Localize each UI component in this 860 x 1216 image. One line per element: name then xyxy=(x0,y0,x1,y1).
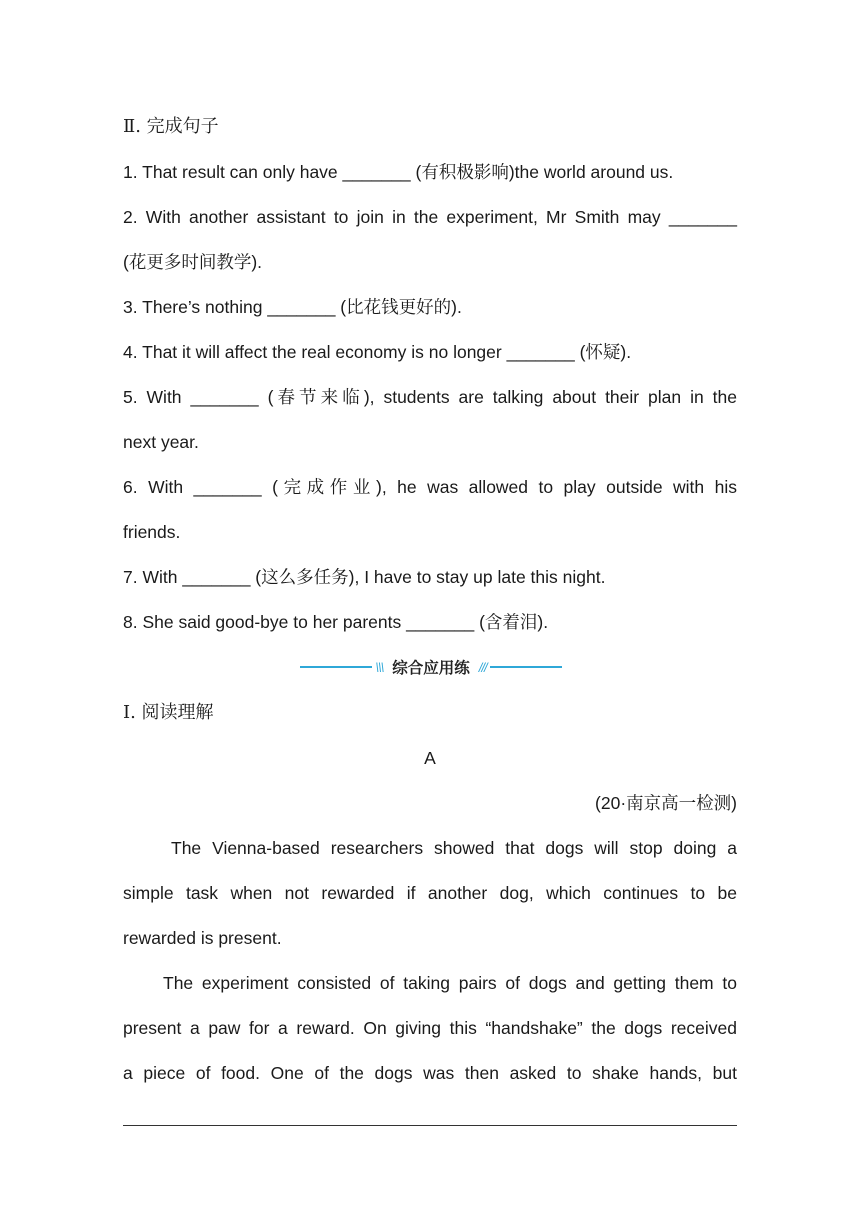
passage-paragraph-1-line-2: simple task when not rewarded if another dog, which continues to be xyxy=(123,883,737,903)
passage-paragraph-2-line-3: a piece of food. One of the dogs was then asked to shake hands, but xyxy=(123,1063,737,1083)
sentence-6-continued: friends. xyxy=(123,522,181,542)
passage-source: (20·南京高一检测) xyxy=(595,793,737,813)
sentence-2-continued: (花更多时间教学). xyxy=(123,252,263,272)
section-banner xyxy=(300,654,562,680)
banner-title: 综合应用练 xyxy=(392,659,470,677)
sentence-6: 6. With _______ (完成作业), he was allowed to play outside with his xyxy=(123,477,737,497)
passage-paragraph-1-line-1: The Vienna-based researchers showed that dogs will stop doing a xyxy=(171,838,737,858)
passage-paragraph-1-line-3: rewarded is present. xyxy=(123,928,282,948)
sentence-3: 3. There’s nothing _______ (比花钱更好的). xyxy=(123,297,462,317)
sentence-2: 2. With another assistant to join in the experiment, Mr Smith may _______ xyxy=(123,207,737,227)
sentence-4: 4. That it will affect the real economy is no longer _______ (怀疑). xyxy=(123,342,632,362)
passage-paragraph-2-line-2: present a paw for a reward. On giving this “handshake” the dogs received xyxy=(123,1018,737,1038)
sentence-1: 1. That result can only have _______ (有积极影响)the world around us. xyxy=(123,162,674,182)
banner-left-slashes: \\\ xyxy=(375,659,384,675)
passage-paragraph-2-line-1: The experiment consisted of taking pairs of dogs and getting them to xyxy=(163,973,737,993)
sentence-8: 8. She said good-bye to her parents _______ (含着泪). xyxy=(123,612,549,632)
banner-right-rule xyxy=(490,666,562,668)
section-heading-complete-sentences: Ⅱ. 完成句子 xyxy=(123,116,219,137)
sentence-7: 7. With _______ (这么多任务), I have to stay up late this night. xyxy=(123,567,606,587)
footer-divider xyxy=(123,1125,737,1126)
banner-left-rule xyxy=(300,666,372,668)
sentence-5-continued: next year. xyxy=(123,432,199,452)
banner-right-slashes: /// xyxy=(478,659,487,675)
passage-label: A xyxy=(424,748,436,768)
sentence-5: 5. With _______ (春节来临), students are talking about their plan in the xyxy=(123,387,737,407)
section-heading-reading: Ⅰ. 阅读理解 xyxy=(123,702,214,723)
